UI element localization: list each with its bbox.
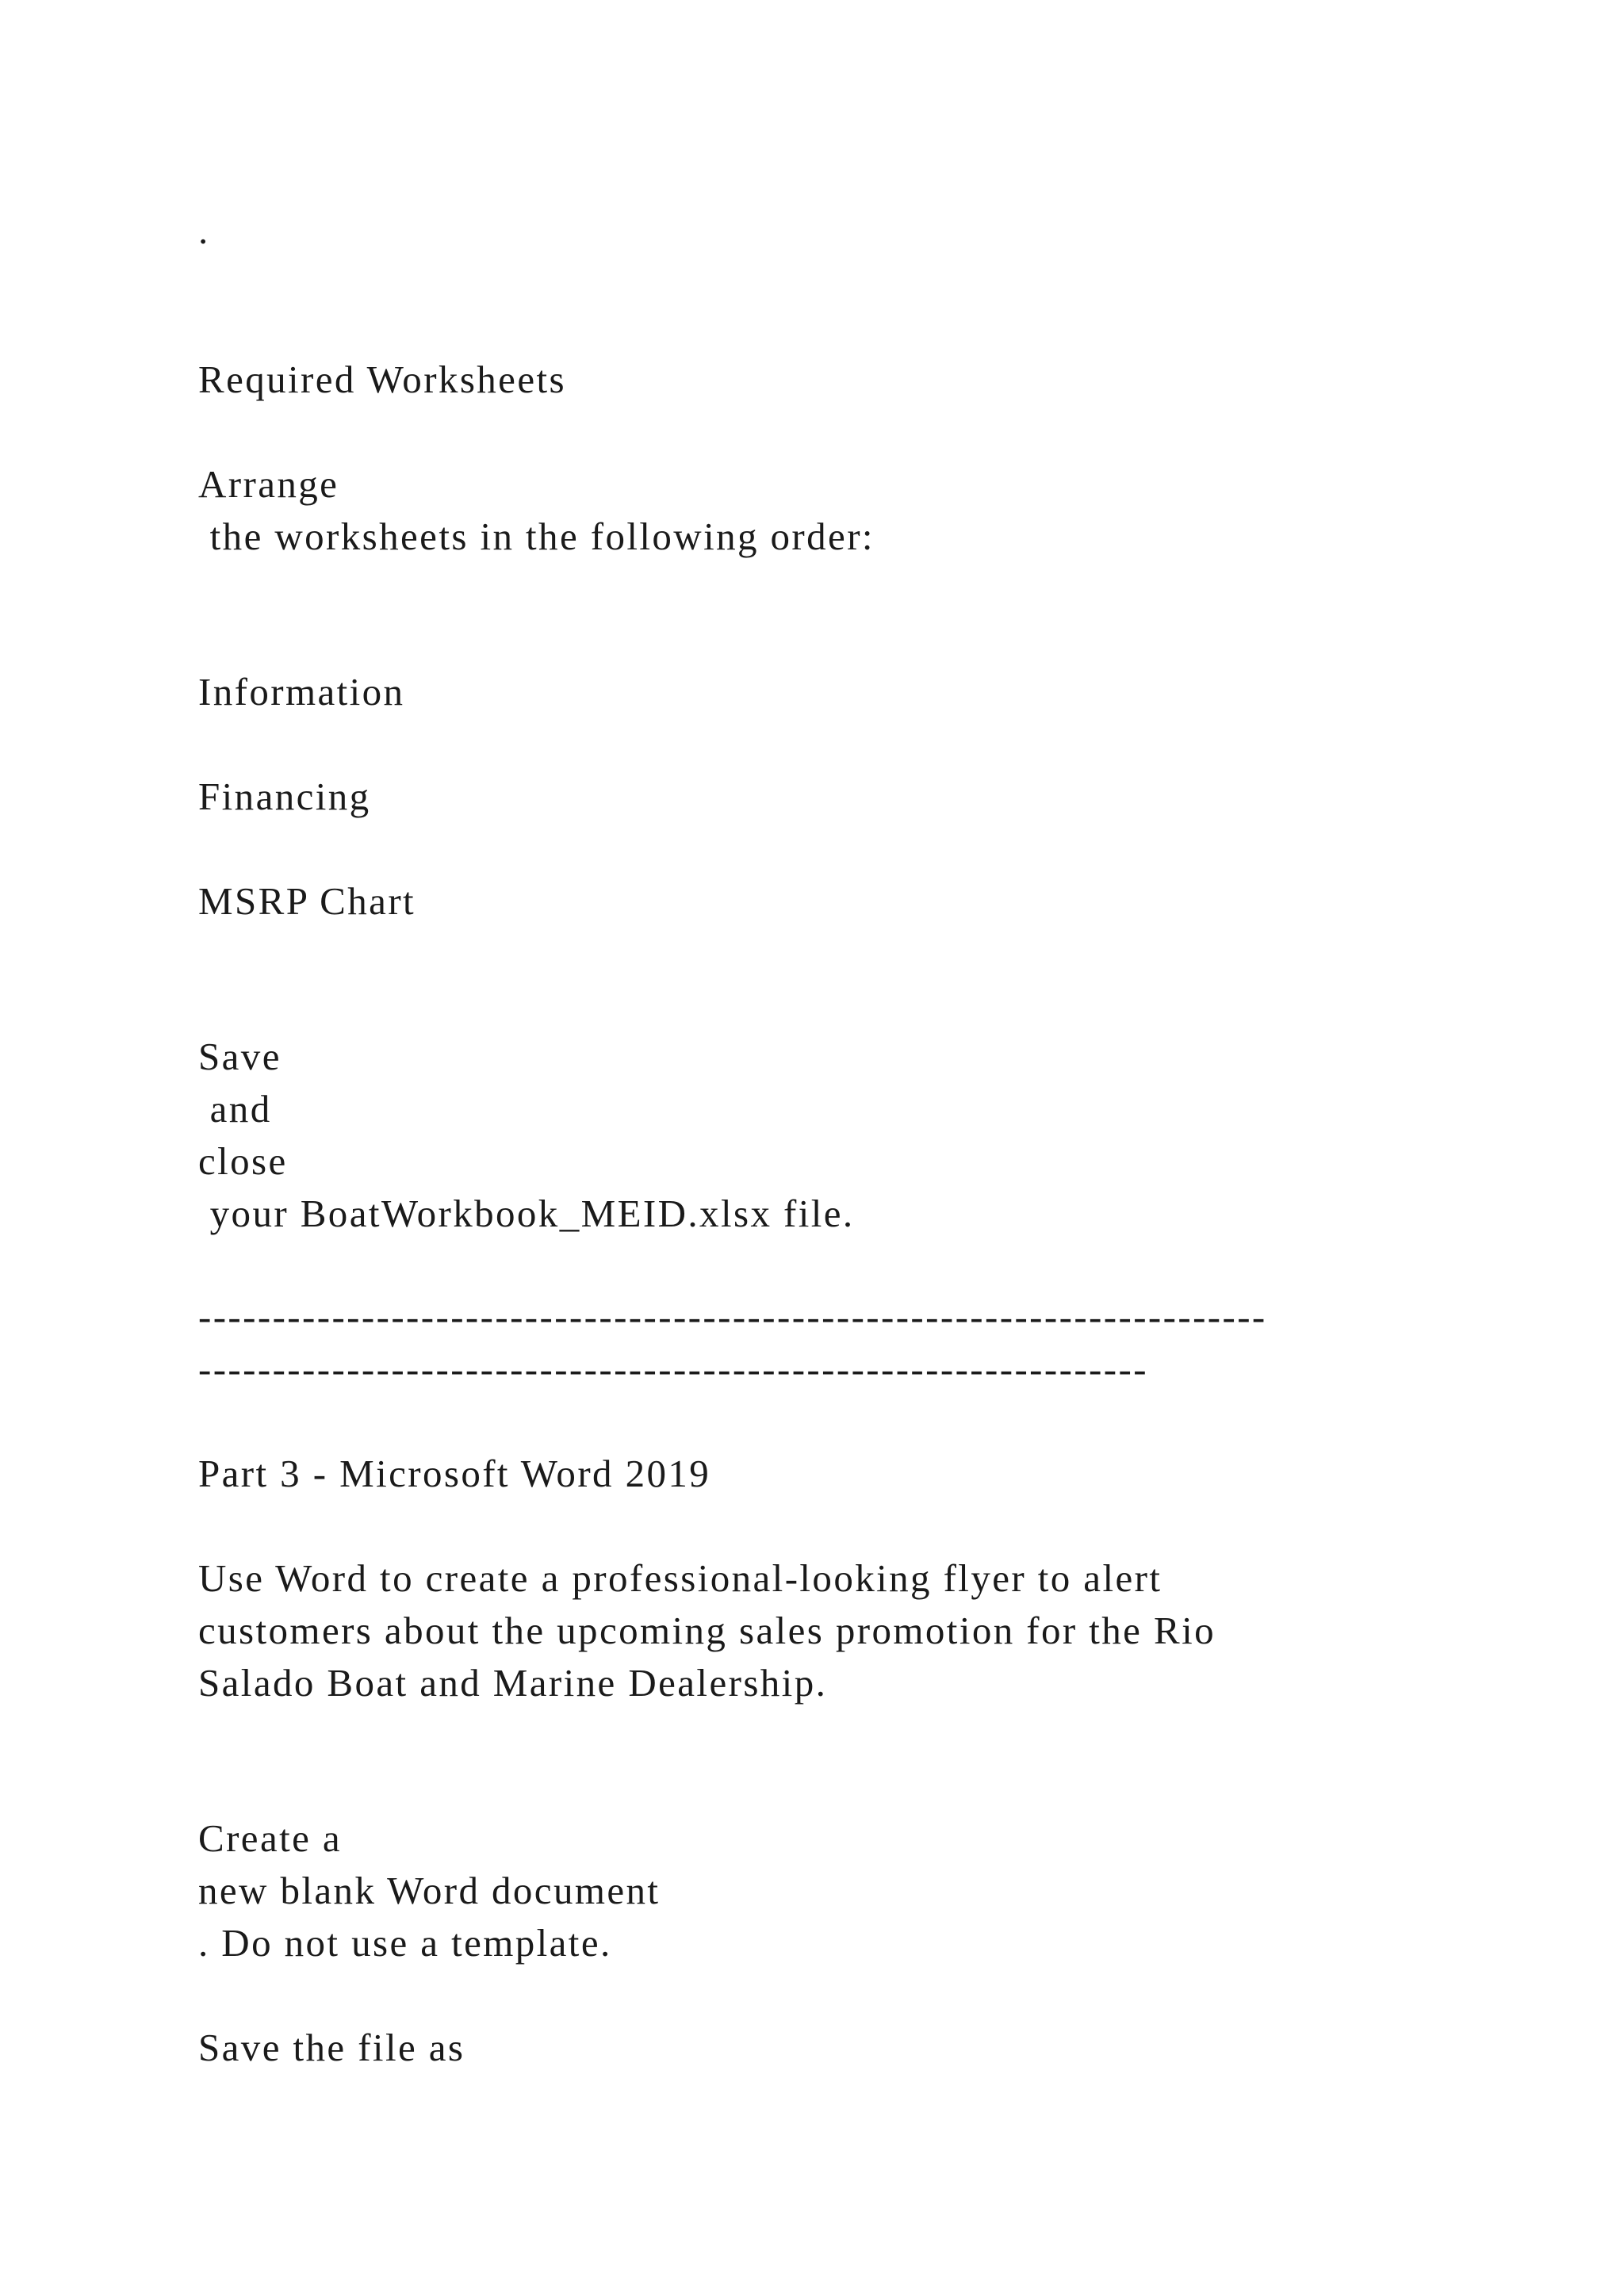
list-item-financing: Financing bbox=[198, 775, 371, 818]
separator-line-2: ---------------------------------------------------------------- bbox=[198, 1347, 1148, 1391]
separator-line-1: ------------------------------------------------------------------------ bbox=[198, 1295, 1267, 1338]
paragraph-line-3: Salado Boat and Marine Dealership. bbox=[198, 1661, 828, 1705]
list-item-information: Information bbox=[198, 670, 405, 714]
text-line-new-blank-document: new blank Word document bbox=[198, 1869, 661, 1912]
text-line-save-file-as: Save the file as bbox=[198, 2026, 465, 2069]
text-line-worksheets-order: the worksheets in the following order: bbox=[198, 515, 875, 558]
text-line-workbook-file: your BoatWorkbook_MEID.xlsx file. bbox=[198, 1192, 855, 1235]
leading-period: . bbox=[198, 209, 210, 252]
text-line-close: close bbox=[198, 1139, 288, 1183]
list-item-msrp-chart: MSRP Chart bbox=[198, 879, 416, 923]
text-line-no-template: . Do not use a template. bbox=[198, 1921, 612, 1965]
paragraph-line-1: Use Word to create a professional-looking flyer to alert bbox=[198, 1556, 1162, 1600]
text-line-and: and bbox=[198, 1087, 272, 1131]
section-heading-required-worksheets: Required Worksheets bbox=[198, 358, 566, 401]
paragraph-line-2: customers about the upcoming sales promotion for the Rio bbox=[198, 1609, 1216, 1652]
text-line-create-a: Create a bbox=[198, 1816, 343, 1860]
text-line-arrange: Arrange bbox=[198, 462, 339, 506]
text-line-save: Save bbox=[198, 1035, 282, 1078]
section-heading-part-3: Part 3 - Microsoft Word 2019 bbox=[198, 1452, 711, 1495]
